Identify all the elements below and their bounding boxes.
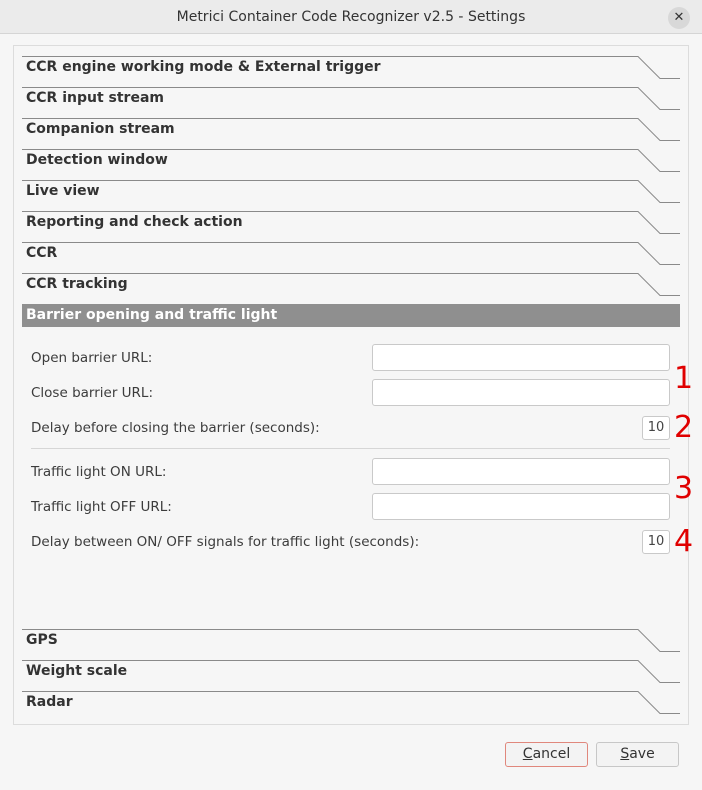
section-tab-outline [22,242,680,273]
section-label: Weight scale [26,663,128,679]
section-label: Companion stream [26,121,175,137]
section-label: Live view [26,183,100,199]
cancel-button[interactable] [505,742,588,767]
section-label: Barrier opening and traffic light [26,307,278,323]
save-button[interactable] [596,742,679,767]
delay-closing-spinbox[interactable]: 10 [642,416,670,440]
annotation-2: 2 [674,410,694,445]
traffic-light-on-url-label: Traffic light ON URL: [31,464,167,480]
section-gps[interactable] [22,629,680,660]
traffic-light-on-url-input[interactable] [372,458,670,485]
save-label-rest: ave [629,746,655,762]
open-barrier-url-label: Open barrier URL: [31,350,153,366]
close-barrier-url-input[interactable] [372,379,670,406]
section-label: CCR input stream [26,90,164,106]
divider [31,448,670,449]
traffic-light-off-url-input[interactable] [372,493,670,520]
section-label: GPS [26,632,58,648]
section-label: CCR engine working mode & External trigger [26,59,381,75]
section-ccr-input-stream[interactable] [22,87,680,118]
delay-closing-label: Delay before closing the barrier (seconds): [31,420,320,436]
section-detection-window[interactable] [22,149,680,180]
section-label: Radar [26,694,73,710]
close-icon: ✕ [673,10,685,25]
section-label: CCR [26,245,58,261]
save-mnemonic: S [620,746,630,762]
section-ccr-tracking[interactable] [22,273,680,304]
section-label: Detection window [26,152,168,168]
section-ccr-engine-mode[interactable] [22,56,680,87]
section-tab-outline [22,629,680,660]
section-radar[interactable] [22,691,680,722]
annotation-4: 4 [674,524,694,559]
delay-signals-label: Delay between ON/ OFF signals for traffic light (seconds): [31,534,420,550]
section-label: CCR tracking [26,276,128,292]
section-weight-scale[interactable] [22,660,680,691]
traffic-light-off-url-label: Traffic light OFF URL: [31,499,172,515]
section-label: Reporting and check action [26,214,243,230]
cancel-label-rest: ancel [532,746,571,762]
annotation-3: 3 [674,471,694,506]
title-bar [0,0,702,34]
close-button[interactable] [668,7,690,29]
delay-signals-spinbox[interactable]: 10 [642,530,670,554]
section-tab-outline [22,180,680,211]
cancel-mnemonic: C [522,746,533,762]
section-live-view[interactable] [22,180,680,211]
section-barrier-traffic-light[interactable] [22,304,680,327]
section-ccr[interactable] [22,242,680,273]
open-barrier-url-input[interactable] [372,344,670,371]
close-barrier-url-label: Close barrier URL: [31,385,154,401]
section-companion-stream[interactable] [22,118,680,149]
annotation-1: 1 [674,361,694,396]
window-title: Metrici Container Code Recognizer v2.5 - Settings [176,9,526,25]
section-tab-outline [22,691,680,722]
section-reporting-check-action[interactable] [22,211,680,242]
